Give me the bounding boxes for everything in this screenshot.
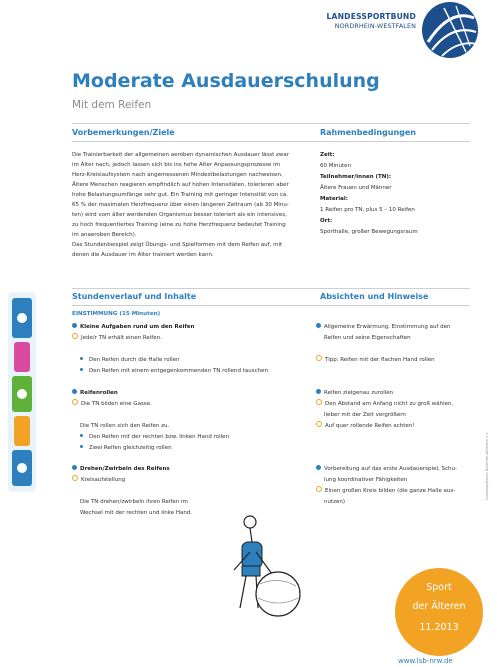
organisation-ring-icon [316, 486, 322, 492]
bullet-dot [316, 389, 321, 394]
text-line: ten) wird vom älter werdenden Organismus besser toleriert als ein intensives, [72, 212, 287, 218]
bullet-dot [80, 434, 83, 437]
hint-item [316, 399, 453, 409]
teilnehmer-value: Ältere Frauen und Männer [320, 185, 392, 191]
description-text: Die TN rollen sich den Reifen zu. [80, 423, 170, 429]
section-heading-rahmen: Rahmenbedingungen [320, 128, 416, 137]
bullet-dot [316, 323, 321, 328]
org-name-line1: LANDESSPORTBUND [326, 12, 416, 21]
text-line: Ältere Menschen reagieren empfindlich auf hohen Intensitäten, tolerieren aber [72, 182, 289, 188]
list-item-text: Den Reifen durch die Halle rollen [89, 357, 180, 363]
text-line: 65 % der maximalen Herzfrequenz über einen längeren Zeitraum (ab 30 Minu- [72, 202, 289, 208]
divider [72, 288, 470, 289]
hint-item [316, 322, 451, 332]
teilnehmer-label: Teilnehmer/innen (TN): [320, 174, 392, 180]
text-line: denen die Ausdauer im Alter trainiert werden kann. [72, 252, 214, 258]
zeit-value: 60 Minuten [320, 163, 352, 169]
organisation-1 [72, 333, 162, 343]
text-line: im Alter nach, jedoch lassen sich bis ins hohe Alter Anpassungsprozesse im [72, 162, 281, 168]
hint-text: Tipp: Reifen mit der flachen Hand rollen [325, 357, 435, 363]
zeit-label: Zeit: [320, 152, 335, 158]
footer-url[interactable]: www.lsb-nrw.de [398, 657, 453, 665]
organisation-text: Kreisaufstellung [81, 477, 126, 483]
section-heading-hinweise: Absichten und Hinweise [320, 292, 429, 301]
bullet-dot [72, 389, 77, 394]
divider [72, 305, 470, 306]
organisation-ring-icon [316, 399, 322, 405]
bullet-dot [72, 465, 77, 470]
organisation-text: Die TN bilden eine Gasse. [81, 401, 152, 407]
einstimmung-heading: EINSTIMMUNG (15 Minuten) [72, 311, 161, 317]
hint-item [316, 388, 393, 398]
bullet-dot [80, 445, 83, 448]
org-name [327, 12, 416, 30]
organisation-ring-icon [72, 333, 78, 339]
person-with-ball-illustration [228, 512, 302, 622]
decorative-ribbon-graphic [2, 292, 42, 492]
exercise-title-3 [72, 464, 170, 474]
text-line: Die Trainierbarkeit der allgemeinen aeroben dynamischen Ausdauer lässt zwar [72, 152, 290, 158]
list-item-text: Den Reifen mit der rechten bzw. linken Hand rollen [89, 434, 230, 440]
organisation-text: Jede/r TN erhält einen Reifen. [81, 335, 162, 341]
hint-text: Vorbereitung auf das erste Ausdauerspiel, Schu- [324, 466, 457, 472]
bullet-dot [316, 465, 321, 470]
exercise-title-text: Reifenrollen [80, 390, 118, 396]
hint-item [316, 486, 455, 496]
description-text: Wechsel mit der rechten und linke Hand. [80, 510, 193, 516]
badge-line1: Sport [426, 582, 452, 593]
vorbemerkungen-text [72, 150, 312, 260]
hint-continuation: lung koordinativer Fähigkeiten [324, 477, 408, 483]
hint-text: Auf quer rollende Reifen achten! [325, 423, 415, 429]
hint-continuation: lieber mit der Zeit vergrößern [324, 412, 406, 418]
text-line: hohe Belastungsumfänge sehr gut. Ein Training mit geringer Intensität von ca. [72, 192, 288, 198]
page-subtitle: Mit dem Reifen [72, 99, 152, 111]
material-value: 1 Reifen pro TN, plus 5 – 10 Reifen [320, 207, 415, 213]
organisation-ring-icon [72, 399, 78, 405]
hint-text: Einen großen Kreis bilden (die ganze Halle aus- [325, 488, 456, 494]
text-line: Herz-Kreislaufsystem nach angemessenen Mindestbelastungen nachweisen. [72, 172, 283, 178]
exercise-title-text: Kleine Aufgaben rund um den Reifen [80, 324, 195, 330]
ort-label: Ort: [320, 218, 333, 224]
list-item-text: Zwei Reifen gleichzeitig rollen [89, 445, 172, 451]
hint-item [316, 421, 415, 431]
bullet-dot [72, 323, 77, 328]
text-line: zu hoch frequentiertes Training (eine zu hohe Herzfrequenz bedeutet Training [72, 222, 286, 228]
org-name-line2: NORDRHEIN-WESTFALEN [334, 22, 416, 30]
organisation-ring-icon [316, 355, 322, 361]
hint-continuation: nutzen) [324, 499, 346, 505]
list-item [80, 355, 180, 365]
exercise-title-1 [72, 322, 194, 332]
organisation-3 [72, 475, 125, 485]
hint-continuation: Reifen und seine Eigenschaften [324, 335, 411, 341]
hint-item [316, 355, 435, 365]
lsb-logo [422, 2, 478, 58]
organisation-ring-icon [316, 421, 322, 427]
divider [72, 141, 470, 142]
divider [72, 123, 470, 124]
badge-date: 11.2013 [419, 622, 459, 633]
text-line: Das Stundenbeispiel zeigt Übungs- und Spielformen mit dem Reifen auf, mit [72, 242, 283, 248]
hint-text: Allgemeine Erwärmung, Einstimmung auf den [324, 324, 451, 330]
description-text: Die TN drehen/zwirbeln ihren Reifen im [80, 499, 188, 505]
bullet-dot [80, 368, 83, 371]
page-title: Moderate Ausdauerschulung [72, 70, 380, 92]
organisation-ring-icon [72, 475, 78, 481]
hint-text: Reifen zielgenau zurollen [324, 390, 394, 396]
badge-line2: der Älteren [412, 601, 466, 612]
exercise-title-text: Drehen/Zwirbeln des Reifens [80, 466, 170, 472]
hint-text: Den Abstand am Anfang nicht zu groß wählen, [325, 401, 454, 407]
section-heading-stundenverlauf: Stundenverlauf und Inhalte [72, 292, 197, 301]
sport-der-aelteren-badge [395, 568, 483, 656]
side-vertical-text: Landessportbund Nordrhein-Westfalen e.V. [485, 431, 489, 500]
organisation-2 [72, 399, 152, 409]
list-item-text: Den Reifen mit einem entgegenkommenden TN rollend tauschen [89, 368, 269, 374]
ort-value: Sporthalle, großer Bewegungsraum [320, 229, 418, 235]
section-heading-vorbemerkungen: Vorbemerkungen/Ziele [72, 128, 175, 137]
list-item [80, 432, 229, 442]
list-item [80, 366, 268, 376]
hint-item [316, 464, 457, 474]
exercise-title-2 [72, 388, 118, 398]
list-item [80, 443, 172, 453]
rahmen-details [320, 150, 460, 238]
bullet-dot [80, 357, 83, 360]
material-label: Material: [320, 196, 348, 202]
text-line: im anaeroben Bereich). [72, 232, 137, 238]
